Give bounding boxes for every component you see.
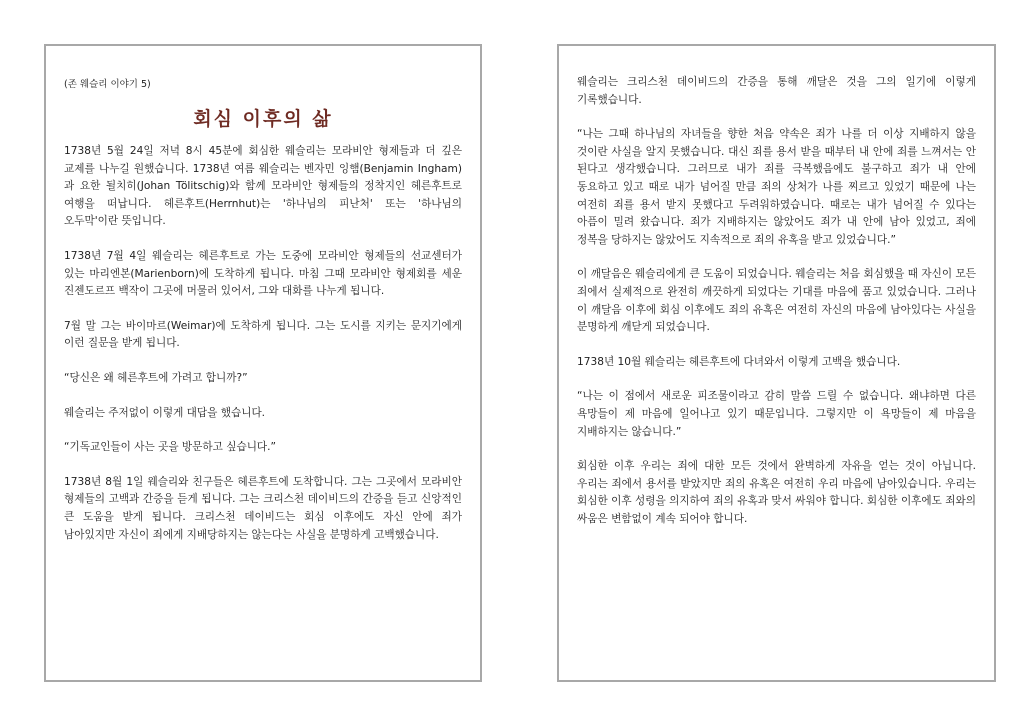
paragraph: 1738년 10월 웨슬리는 헤른후트에 다녀와서 이렇게 고백을 했습니다. bbox=[577, 355, 901, 368]
left-page bbox=[44, 44, 482, 682]
paragraph: 7월 말 그는 바이마르(Weimar)에 도착하게 됩니다. 그는 도시를 지키는 문지기에게 이런 질문을 받게 됩니다. bbox=[64, 319, 462, 350]
right-page bbox=[557, 44, 996, 682]
quote: “나는 그때 하나님의 자녀들을 향한 처음 약속은 죄가 나를 더 이상 지배하지 않을 것이란 사실을 알지 못했습니다. 대신 죄를 용서 받을 때부터 내 안에 죄를 느껴서는 안 된다고 생각했습니다. 그러므로 내가 죄를 극복했음에도 불구하고 죄가 내 안에 동요하고 있고 때로 내가 넘어질 만큼 죄의 상처가 나를 찌르고 있었기 때문에 나는 여전히 죄를 용서 받지 못했다고 두려워하였습니다. 때로는 내가 넘어질 수 있다는 아픔이 밀려 왔습니다. 죄가 지배하지는 않았어도 죄가 내 안에 남아 있었고, 죄에 정복을 당하지는 않았어도 지속적으로 죄의 유혹을 받고 있었습니다.” bbox=[577, 128, 976, 246]
paragraph: 1738년 5월 24일 저녁 8시 45분에 회심한 웨슬리는 모라비안 형제들과 더 깊은 교제를 나누길 원했습니다. 1738년 여름 웨슬리는 벤자민 잉햄(Benjamin Ingham)과 요한 될치히(Johan Tölitschig)와 함께 모라비안 형제들의 정착지인 헤른후트로 여행을 떠납니다. 헤른후트(Herrnhut)는 '하나님의 피난처' 또는 '하나님의 오두막'이란 뜻입니다. bbox=[64, 145, 462, 228]
paragraph: 웨슬리는 크리스천 데이비드의 간증을 통해 깨달은 것을 그의 일기에 이렇게 기록했습니다. bbox=[577, 76, 976, 106]
series-label: (존 웨슬리 이야기 5) bbox=[64, 79, 151, 90]
paragraph: 1738년 8월 1일 웨슬리와 친구들은 헤른후트에 도착합니다. 그는 그곳에서 모라비안 형제들의 고백과 간증을 듣게 됩니다. 그는 크리스천 데이비드의 간증을 듣고 신앙적인 큰 도움을 받게 됩니다. 크리스천 데이비드는 회심 이후에도 자신 안에 죄가 남아있지만 자신이 죄에게 지배당하지는 않는다는 사실을 분명하게 고백했습니다. bbox=[64, 475, 462, 541]
paragraph: 회심한 이후 우리는 죄에 대한 모든 것에서 완벽하게 자유을 얻는 것이 아닙니다. 우리는 죄에서 용서를 받았지만 죄의 유혹은 여전히 우리 마음에 남아있습니다. 우리는 회심한 이후 성령을 의지하여 죄의 유혹과 맞서 싸워야 합니다. 회심한 이후에도 죄와의 싸움은 변함없이 계속 되어야 합니다. bbox=[577, 460, 976, 525]
paragraph: 1738년 7월 4일 웨슬리는 헤른후트로 가는 도중에 모라비안 형제들의 선교센터가 있는 마리엔본(Marienborn)에 도착하게 됩니다. 마침 그때 모라비안 형제회를 세운 진젠도르프 백작이 그곳에 머물러 있어서, 그와 대화를 나누게 됩니다. bbox=[64, 249, 462, 298]
page-title: 회심 이후의 삶 bbox=[193, 108, 333, 130]
quote: “나는 이 점에서 새로운 피조물이라고 감히 말씀 드릴 수 없습니다. 왜냐하면 다른 욕망들이 제 마음에 일어나고 있기 때문입니다. 그렇지만 이 욕망들이 제 마음을 지배하지는 않습니다.” bbox=[577, 390, 976, 438]
paragraph: 웨슬리는 주저없이 이렇게 대답을 했습니다. bbox=[64, 406, 266, 419]
paragraph: 이 깨달음은 웨슬리에게 큰 도움이 되었습니다. 웨슬리는 처음 회심했을 때 자신이 모든 죄에서 실제적으로 완전히 깨끗하게 되었다는 기대를 마음에 품고 있었습니다. 그러나 이 깨달음 이후에 회심 이후에도 죄의 유혹은 여전히 자신의 마음에 남아있다는 사실을 분명하게 깨닫게 되었습니다. bbox=[577, 268, 976, 334]
quote: “기독교인들이 사는 곳을 방문하고 싶습니다.” bbox=[64, 441, 277, 454]
quote: “당신은 왜 헤른후트에 가려고 합니까?” bbox=[64, 371, 248, 384]
